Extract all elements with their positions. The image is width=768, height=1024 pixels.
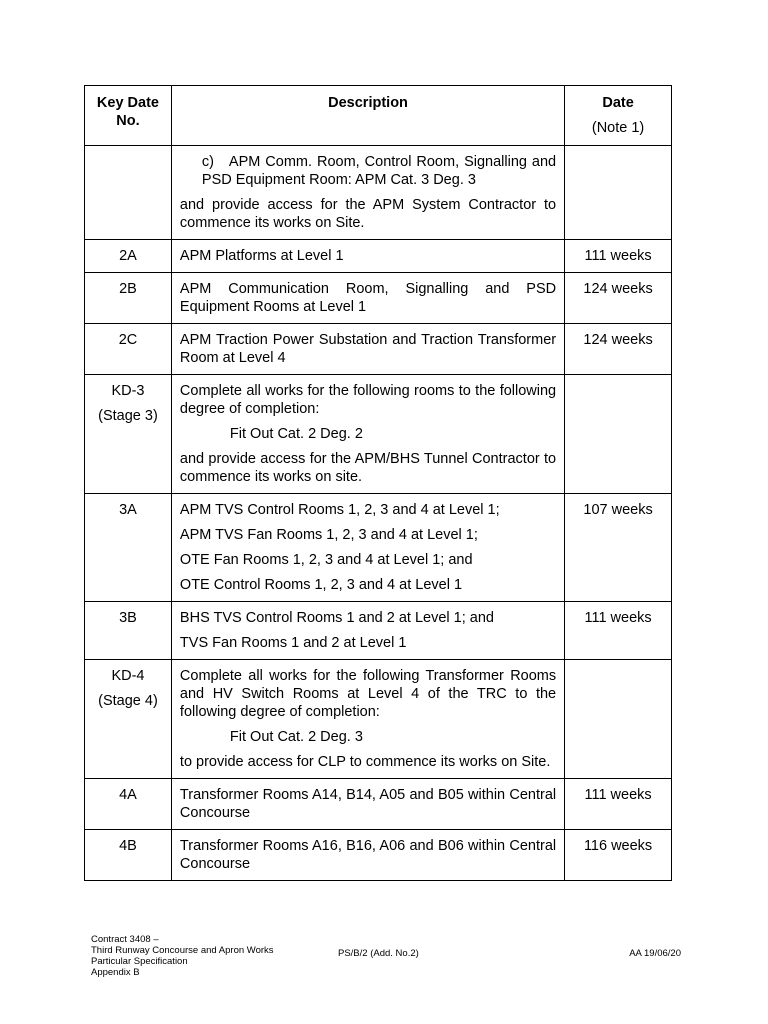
description-cell — [171, 494, 564, 602]
footer-reference: PS/B/2 (Add. No.2) — [338, 948, 419, 959]
table-row — [85, 146, 672, 240]
date-cell — [565, 660, 672, 779]
key-date-cell — [85, 494, 172, 602]
date-cell — [565, 375, 672, 494]
footer-line-1: Contract 3408 – — [91, 934, 159, 945]
header-date-label: Date — [602, 95, 634, 111]
description-paragraph: Fit Out Cat. 2 Deg. 2 — [229, 426, 363, 442]
header-date — [565, 86, 672, 146]
description-paragraph: OTE Fan Rooms 1, 2, 3 and 4 at Level 1; and — [179, 552, 473, 568]
date-cell: 107 weeks — [565, 494, 672, 602]
key-date-cell — [85, 660, 172, 779]
description-paragraph: and provide access for the APM/BHS Tunnel Contractor to commence its works on site. — [179, 451, 557, 485]
date-cell: 111 weeks — [565, 240, 672, 273]
description-paragraph: APM Communication Room, Signalling and PSD Equipment Rooms at Level 1 — [179, 281, 557, 315]
description-cell — [171, 324, 564, 375]
key-date-number: 2C — [118, 332, 138, 348]
key-date-number: 3B — [119, 610, 137, 626]
key-date-stage: (Stage 3) — [98, 408, 158, 424]
key-date-number: 4B — [119, 838, 137, 854]
description-paragraph: to provide access for CLP to commence its works on Site. — [179, 754, 551, 770]
table-row — [85, 494, 672, 602]
header-date-note: (Note 1) — [591, 120, 645, 136]
header-row — [85, 86, 672, 146]
key-date-number: 4A — [119, 787, 137, 803]
description-cell — [171, 146, 564, 240]
description-paragraph: and provide access for the APM System Contractor to commence its works on Site. — [179, 197, 557, 231]
description-paragraph: APM Traction Power Substation and Traction Transformer Room at Level 4 — [179, 332, 557, 366]
key-date-cell — [85, 146, 172, 240]
description-cell — [171, 273, 564, 324]
table-row — [85, 375, 672, 494]
page-footer — [91, 934, 681, 978]
table-row — [85, 830, 672, 881]
date-cell: 111 weeks — [565, 602, 672, 660]
header-description: Description — [171, 86, 564, 146]
table-row — [85, 324, 672, 375]
key-date-cell — [85, 240, 172, 273]
key-date-cell — [85, 375, 172, 494]
description-paragraph: c) APM Comm. Room, Control Room, Signalling and PSD Equipment Room: APM Cat. 3 Deg. 3 — [201, 154, 557, 188]
key-date-cell — [85, 602, 172, 660]
key-date-cell — [85, 324, 172, 375]
date-cell: 124 weeks — [565, 273, 672, 324]
description-paragraph: OTE Control Rooms 1, 2, 3 and 4 at Level 1 — [179, 577, 463, 593]
description-paragraph: Transformer Rooms A14, B14, A05 and B05 within Central Concourse — [179, 787, 557, 821]
date-cell: 124 weeks — [565, 324, 672, 375]
description-cell — [171, 660, 564, 779]
key-dates-table — [84, 85, 672, 881]
table-row — [85, 779, 672, 830]
description-paragraph: Complete all works for the following Transformer Rooms and HV Switch Rooms at Level 4 of the TRC to the following degree of completion: — [179, 668, 557, 720]
date-cell — [565, 146, 672, 240]
table-row — [85, 602, 672, 660]
description-paragraph: Fit Out Cat. 2 Deg. 3 — [229, 729, 363, 745]
description-cell — [171, 602, 564, 660]
description-cell — [171, 830, 564, 881]
description-paragraph: APM TVS Fan Rooms 1, 2, 3 and 4 at Level 1; — [179, 527, 478, 543]
table-body — [85, 146, 672, 881]
description-paragraph: TVS Fan Rooms 1 and 2 at Level 1 — [179, 635, 407, 651]
header-key-date: Key Date No. — [85, 86, 172, 146]
description-cell — [171, 779, 564, 830]
description-paragraph: Transformer Rooms A16, B16, A06 and B06 within Central Concourse — [179, 838, 557, 872]
description-paragraph: APM TVS Control Rooms 1, 2, 3 and 4 at Level 1; — [179, 502, 500, 518]
key-date-number: KD-3 — [111, 383, 145, 399]
key-date-number: KD-4 — [111, 668, 145, 684]
footer-revision: AA 19/06/20 — [629, 948, 681, 959]
footer-line-2: Third Runway Concourse and Apron Works — [91, 945, 274, 956]
table-row — [85, 660, 672, 779]
key-date-number: 2A — [119, 248, 137, 264]
table-row — [85, 273, 672, 324]
footer-line-4: Appendix B — [91, 967, 140, 978]
footer-line-3: Particular Specification — [91, 956, 188, 967]
date-cell: 111 weeks — [565, 779, 672, 830]
description-paragraph: Complete all works for the following rooms to the following degree of completion: — [179, 383, 557, 417]
key-date-cell — [85, 779, 172, 830]
date-cell: 116 weeks — [565, 830, 672, 881]
description-cell — [171, 240, 564, 273]
description-paragraph: APM Platforms at Level 1 — [179, 248, 344, 264]
description-cell — [171, 375, 564, 494]
key-date-cell — [85, 273, 172, 324]
key-date-stage: (Stage 4) — [98, 693, 158, 709]
description-paragraph: BHS TVS Control Rooms 1 and 2 at Level 1; and — [179, 610, 494, 626]
key-date-number: 2B — [119, 281, 137, 297]
key-date-cell — [85, 830, 172, 881]
table-row — [85, 240, 672, 273]
key-date-number: 3A — [119, 502, 137, 518]
